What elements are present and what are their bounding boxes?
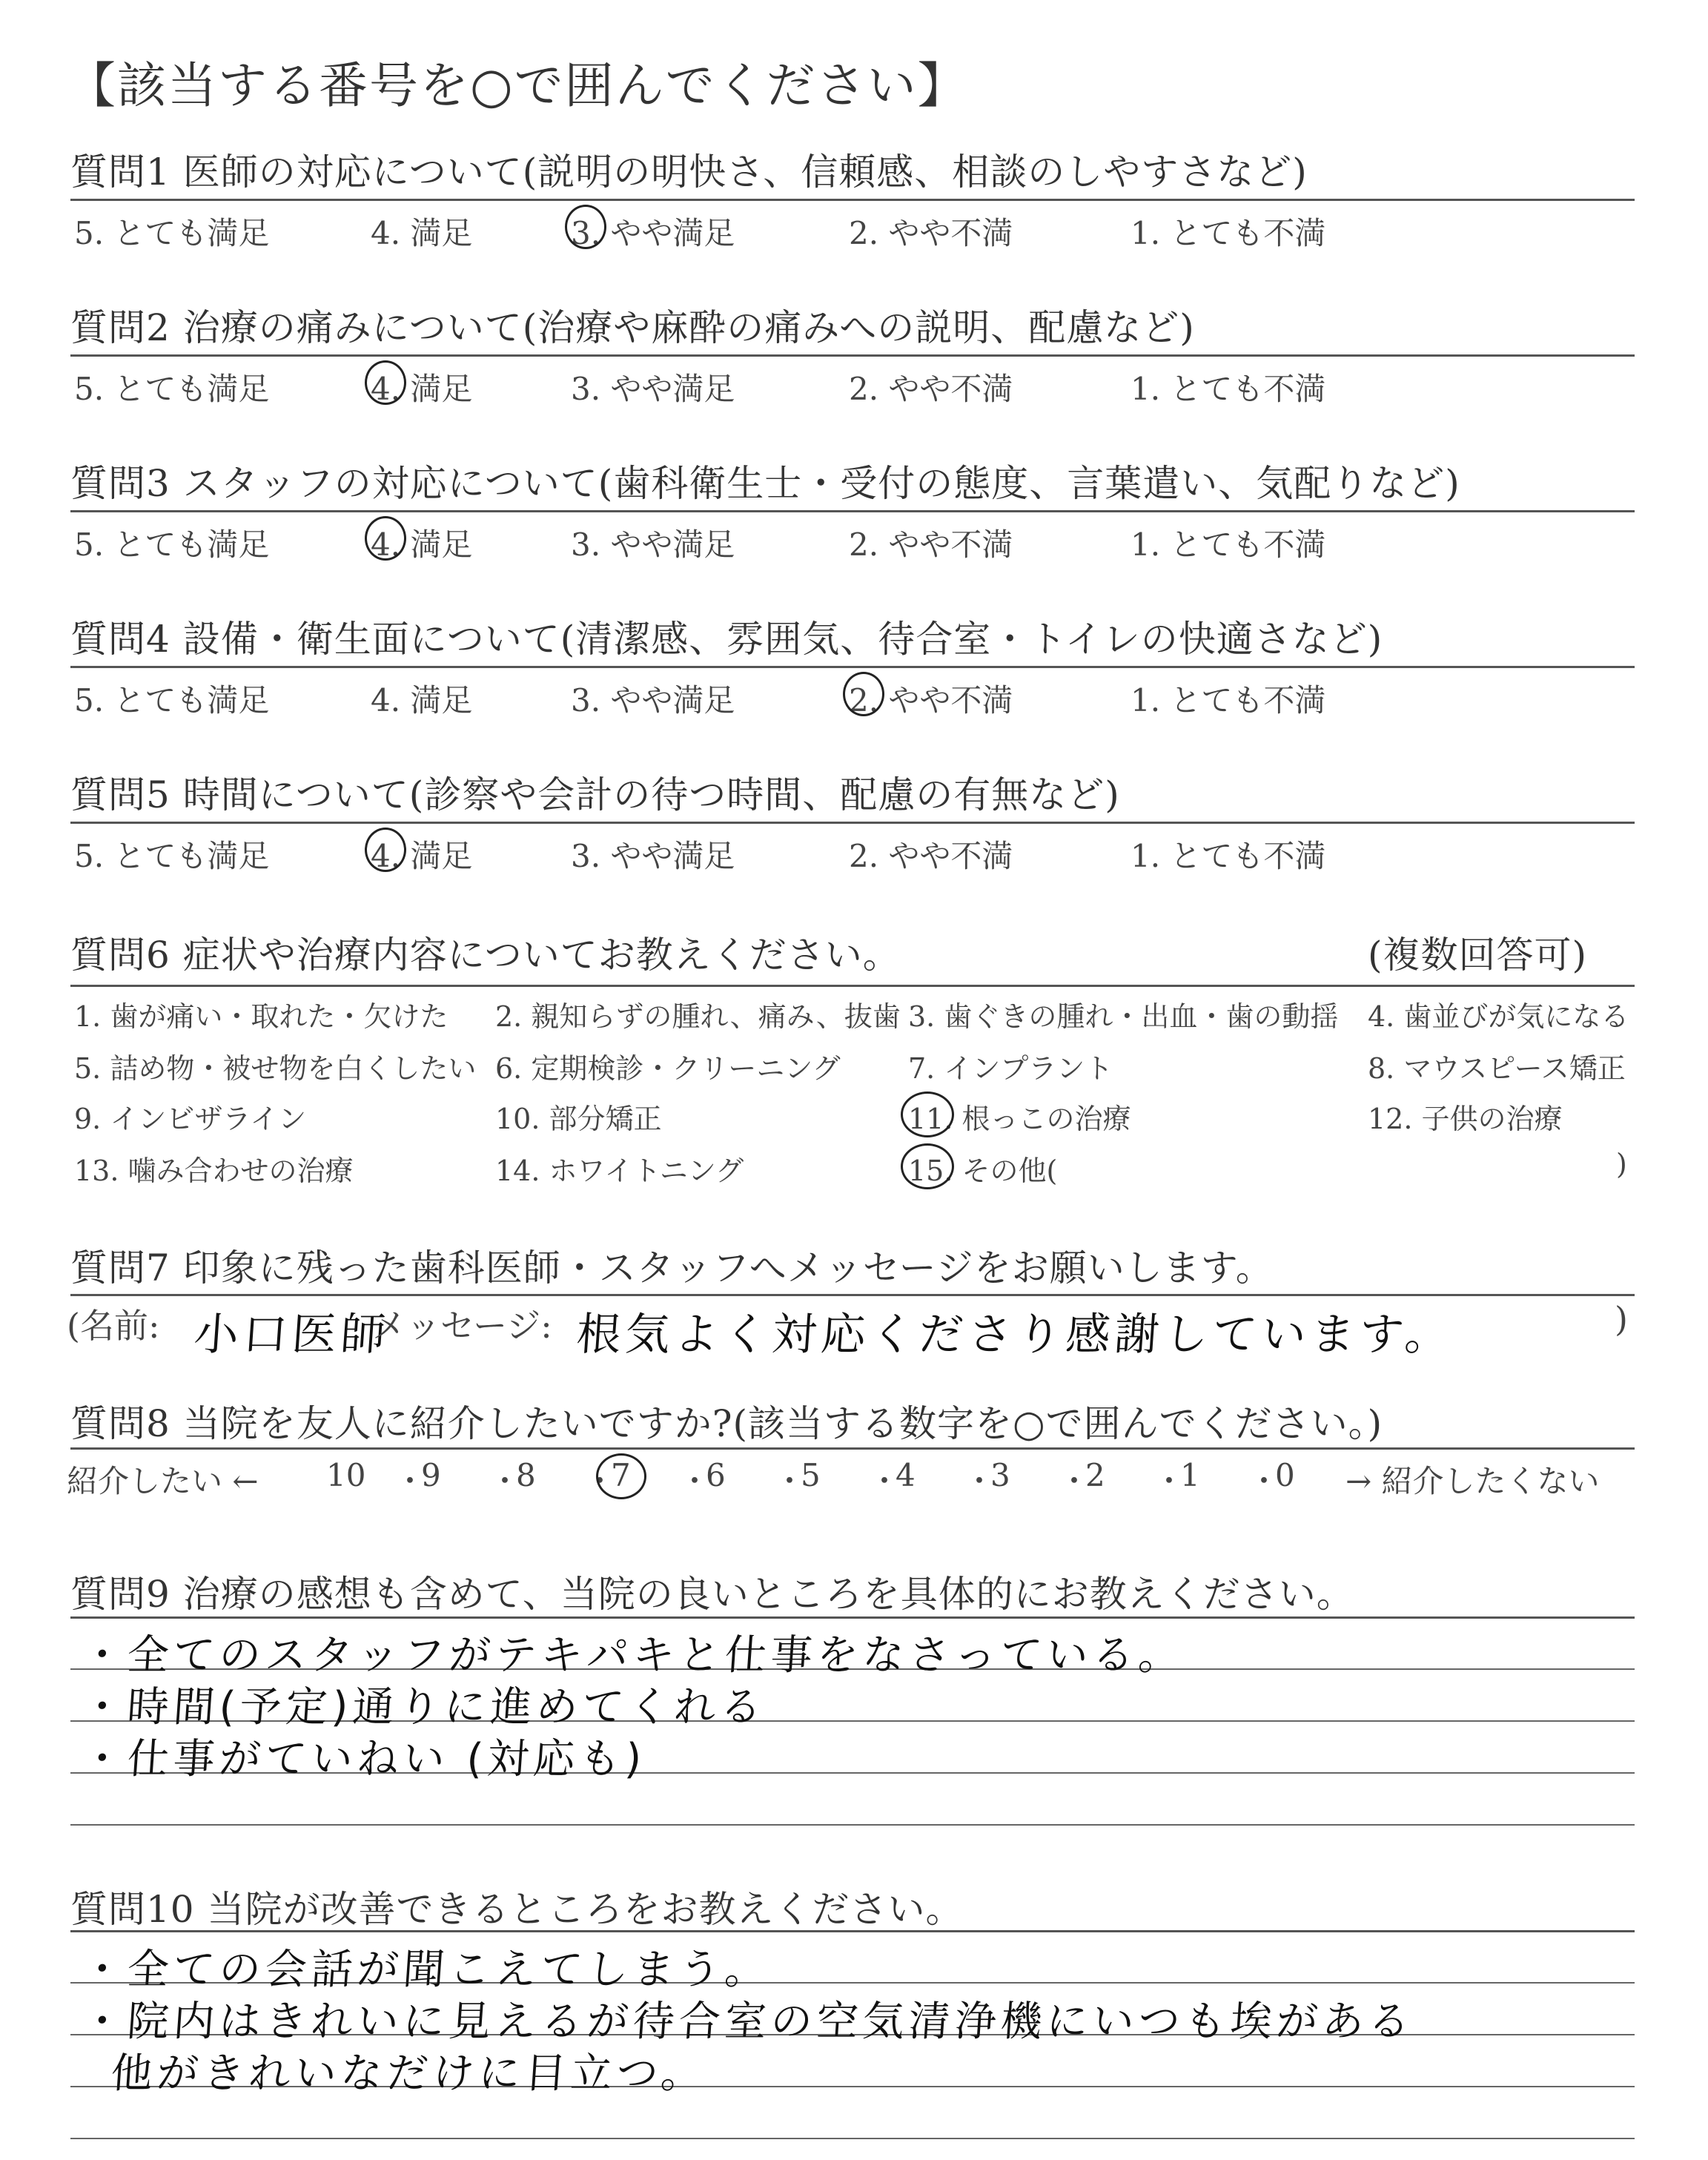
q6-note: (複数回答可) [1368,934,1588,977]
q10-answer-3[interactable]: 他がきれいなだけに目立つ。 [109,2050,709,2098]
q5-option-5[interactable]: 5. とても満足 [74,838,270,874]
q1-rule [70,199,1635,201]
q6-option-7[interactable]: 7. インプラント [908,1052,1113,1085]
q6-option-2[interactable]: 2. 親知らずの腫れ、痛み、抜歯 [495,1000,901,1033]
q4-rule [70,666,1635,668]
q6-option-15[interactable]: 15. その他( [908,1155,1058,1187]
q6-option-6[interactable]: 6. 定期検診・クリーニング [495,1052,841,1085]
q2-option-3[interactable]: 3. やや満足 [571,371,735,407]
q8-scale-2[interactable]: 2 [1085,1457,1105,1493]
q6-option-12[interactable]: 12. 子供の治療 [1368,1103,1563,1135]
q4-heading: 質問4 設備・衛生面について(清潔感、雰囲気、待合室・トイレの快適さなど) [70,618,1383,661]
q5-option-4[interactable]: 4. 満足 [371,838,473,874]
q8-scale-6[interactable]: 6 [706,1457,726,1493]
q4-option-1[interactable]: 1. とても不満 [1131,682,1326,719]
q6-option-1[interactable]: 1. 歯が痛い・取れた・欠けた [74,1000,448,1033]
q7-name-label: (名前: [67,1306,160,1346]
q8-separator: ・ [584,1463,616,1499]
q7-heading: 質問7 印象に残った歯科医師・スタッフへメッセージをお願いします。 [70,1246,1274,1289]
q8-selected-circle [596,1453,646,1499]
q4-selected-circle [843,672,884,716]
q2-option-5[interactable]: 5. とても満足 [74,371,270,407]
q4-option-2[interactable]: 2. やや不満 [849,682,1013,719]
q5-selected-circle [365,828,406,872]
q8-scale-1[interactable]: 1 [1180,1457,1200,1493]
q3-selected-circle [365,516,406,561]
q2-rule [70,354,1635,357]
q8-scale-7[interactable]: 7 [611,1457,631,1493]
q3-option-2[interactable]: 2. やや不満 [849,526,1013,563]
q10-rule-0 [70,1930,1635,1932]
q6-selected-circle-11 [901,1091,954,1137]
q5-option-1[interactable]: 1. とても不満 [1131,838,1326,874]
q1-option-1[interactable]: 1. とても不満 [1131,215,1326,251]
q9-answer-3[interactable]: ・仕事がていねい (対応も) [79,1735,648,1783]
q8-separator: ・ [1153,1463,1185,1499]
q1-option-5[interactable]: 5. とても満足 [74,215,270,251]
q9-rule-0 [70,1616,1635,1619]
q8-separator: ・ [1059,1463,1090,1499]
q10-answer-2[interactable]: ・院内はきれいに見えるが待合室の空気清浄機にいつも埃がある [79,1998,1416,2046]
q8-separator: ・ [869,1463,901,1499]
form-title: 【該当する番号を○で囲んでください】 [67,57,968,114]
q3-option-1[interactable]: 1. とても不満 [1131,526,1326,563]
q2-option-1[interactable]: 1. とても不満 [1131,371,1326,407]
q1-option-3[interactable]: 3. やや満足 [571,215,735,251]
q7-message-value[interactable]: 根気よく対応くださり感謝しています。 [575,1309,1456,1361]
q10-answer-1[interactable]: ・全ての会話が聞こえてしまう。 [79,1946,772,1994]
q6-option-8[interactable]: 8. マウスピース矯正 [1368,1052,1626,1085]
q6-option-13[interactable]: 13. 噛み合わせの治療 [74,1155,354,1187]
q6-option-10[interactable]: 10. 部分矯正 [495,1103,662,1135]
q4-option-5[interactable]: 5. とても満足 [74,682,270,719]
q8-scale-10[interactable]: 10 [326,1457,366,1493]
q3-heading: 質問3 スタッフの対応について(歯科衛生士・受付の態度、言葉遣い、気配りなど) [70,462,1460,505]
q6-heading: 質問6 症状や治療内容についてお教えください。 [70,934,901,977]
q3-option-4[interactable]: 4. 満足 [371,526,473,563]
q2-option-2[interactable]: 2. やや不満 [849,371,1013,407]
q5-option-3[interactable]: 3. やや満足 [571,838,735,874]
q5-option-2[interactable]: 2. やや不満 [849,838,1013,874]
q8-heading: 質問8 当院を友人に紹介したいですか?(該当する数字を○で囲んでください。) [70,1402,1383,1445]
q6-option-11[interactable]: 11. 根っこの治療 [908,1103,1131,1135]
q10-heading: 質問10 当院が改善できるところをお教えください。 [70,1888,964,1931]
q8-scale-0[interactable]: 0 [1275,1457,1295,1493]
q9-heading: 質問9 治療の感想も含めて、当院の良いところを具体的にお教えください。 [70,1573,1354,1616]
q4-option-3[interactable]: 3. やや満足 [571,682,735,719]
q6-option-5[interactable]: 5. 詰め物・被せ物を白くしたい [74,1052,477,1085]
q6-option-16[interactable]: ) [1616,1148,1627,1180]
q1-option-4[interactable]: 4. 満足 [371,215,473,251]
q8-separator: ・ [774,1463,806,1499]
q7-rule [70,1294,1635,1296]
q8-separator: ・ [679,1463,711,1499]
q7-close-paren: ) [1615,1299,1628,1339]
q8-scale-3[interactable]: 3 [990,1457,1010,1493]
q6-option-9[interactable]: 9. インビザライン [74,1103,307,1135]
q1-selected-circle [565,205,606,249]
q8-left-label: 紹介したい ← [67,1463,259,1499]
q1-heading: 質問1 医師の対応について(説明の明快さ、信頼感、相談のしやすさなど) [70,151,1308,194]
q3-option-3[interactable]: 3. やや満足 [571,526,735,563]
q8-separator: ・ [1248,1463,1280,1499]
q8-scale-4[interactable]: 4 [896,1457,916,1493]
q6-option-3[interactable]: 3. 歯ぐきの腫れ・出血・歯の動揺 [908,1000,1339,1033]
q2-option-4[interactable]: 4. 満足 [371,371,473,407]
q5-heading: 質問5 時間について(診察や会計の待つ時間、配慮の有無など) [70,773,1120,816]
q9-answer-2[interactable]: ・時間(予定)通りに進めてくれる [79,1683,768,1731]
q3-rule [70,510,1635,512]
q9-rule-4 [70,1824,1635,1826]
q5-rule [70,822,1635,824]
q7-message-label: メッセージ: [372,1306,552,1346]
q6-option-4[interactable]: 4. 歯並びが気になる [1368,1000,1629,1033]
q3-option-5[interactable]: 5. とても満足 [74,526,270,563]
q8-scale-9[interactable]: 9 [421,1457,441,1493]
q2-selected-circle [365,360,406,405]
q8-scale-8[interactable]: 8 [516,1457,536,1493]
q8-separator: ・ [394,1463,426,1499]
q7-name-value[interactable]: 小口医師 [192,1309,392,1361]
q8-scale-5[interactable]: 5 [801,1457,821,1493]
q8-separator: ・ [489,1463,521,1499]
q9-answer-1[interactable]: ・全てのスタッフがテキパキと仕事をなさっている。 [79,1631,1186,1680]
q1-option-2[interactable]: 2. やや不満 [849,215,1013,251]
q8-rule [70,1447,1635,1450]
q8-separator: ・ [964,1463,996,1499]
q10-rule-4 [70,2138,1635,2139]
q4-option-4[interactable]: 4. 満足 [371,682,473,719]
q2-heading: 質問2 治療の痛みについて(治療や麻酔の痛みへの説明、配慮など) [70,306,1195,349]
q6-option-14[interactable]: 14. ホワイトニング [495,1155,744,1187]
q6-selected-circle-15 [901,1143,954,1189]
q8-right-label: → 紹介したくない [1345,1463,1600,1499]
q6-rule [70,985,1635,987]
